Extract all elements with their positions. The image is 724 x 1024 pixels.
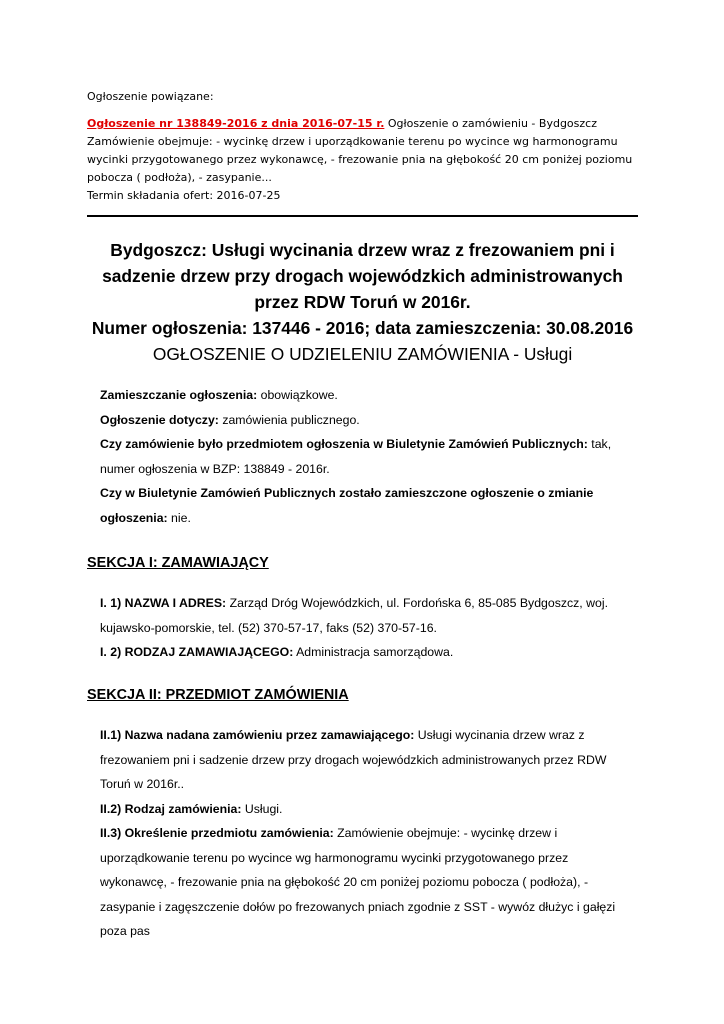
meta-item [100,383,636,408]
field-label: II.2) Rodzaj zamówienia: [100,801,242,816]
section2-body [100,723,638,944]
field-item [100,821,638,944]
section1-body [100,591,638,665]
meta-item [100,432,636,481]
related-deadline: Termin składania ofert: 2016-07-25 [87,189,281,202]
title-line: Bydgoszcz: Usługi wycinania drzew wraz z frezowaniem pni i [110,240,615,260]
meta-value: zamówienia publicznego. [218,412,360,427]
section-heading: SEKCJA II: PRZEDMIOT ZAMÓWIENIA [87,687,349,703]
notice-type-caps: OGŁOSZENIE O UDZIELENIU ZAMÓWIENIA [152,344,509,364]
section-heading: SEKCJA I: ZAMAWIAJĄCY [87,555,269,571]
meta-label: Ogłoszenie dotyczy: [100,412,219,427]
field-label: I. 2) RODZAJ ZAMAWIAJĄCEGO: [100,645,294,659]
field-item [100,591,638,640]
meta-value: tak, numer ogłoszenia w BZP: 138849 - 2016r. [100,437,612,476]
field-value: Zamówienie obejmuje: - wycinkę drzew i uporządkowanie terenu po wycince wg harmonogramu wycinki przygotowanego przez wykonawcę, - frezowanie pnia na głębokość 20 cm poniżej poziomu pobocza ( podłoża), - zasypanie i zagęszczenie dołów po frezowanych pniach zgodnie z SST - wywóz dłużyc i gałęzi poza pas [100,826,616,938]
field-label: II.1) Nazwa nadana zamówieniu przez zamawiającego: [100,728,415,742]
title-line: przez RDW Toruń w 2016r. [254,292,471,312]
notice-number: Numer ogłoszenia: 137446 - 2016; data zamieszczenia: 30.08.2016 [91,318,634,338]
field-item [100,640,638,665]
meta-label: Zamieszczanie ogłoszenia: [100,388,258,402]
field-value: Administracja samorządowa. [293,645,454,659]
meta-label: Czy zamówienie było przedmiotem ogłoszenia w Biuletynie Zamówień Publicznych: [100,437,588,451]
meta-value: nie. [167,510,191,525]
meta-item [100,408,636,433]
field-item [100,723,638,797]
field-label: I. 1) NAZWA I ADRES: [100,596,227,610]
related-notice-link[interactable]: Ogłoszenie nr 138849-2016 z dnia 2016-07-15 r. [87,117,385,130]
meta-label: Czy w Biuletynie Zamówień Publicznych zostało zamieszczone ogłoszenie o zmianie ogłoszenia: [100,486,594,525]
page-title [87,237,638,367]
notice-type [87,341,638,367]
notice-type-rest: - Usługi [508,344,573,364]
field-value: Zarząd Dróg Wojewódzkich, ul. Fordońska 6, 85-085 Bydgoszcz, woj. kujawsko-pomorskie, tel. (52) 370-57-17, faks (52) 370-57-16. [100,596,609,635]
title-line: sadzenie drzew przy drogach wojewódzkich administrowanych [102,266,623,286]
related-summary [87,115,647,187]
divider [87,215,638,217]
notice-meta [100,383,636,530]
meta-value: obowiązkowe. [257,388,338,402]
related-description: Ogłoszenie o zamówieniu - Bydgoszcz Zamówienie obejmuje: - wycinkę drzew i uporządkowanie terenu po wycince wg harmonogramu wycinki przygotowanego przez wykonawcę, - frezowanie pnia na głębokość 20 cm poniżej poziomu pobocza ( podłoża), - zasypanie... [87,117,633,184]
meta-item [100,481,636,530]
field-item [100,797,638,822]
field-value: Usługi wycinania drzew wraz z frezowaniem pni i sadzenie drzew przy drogach wojewódzkich administrowanych przez RDW Toruń w 2016r.. [100,728,607,791]
related-notice [87,88,647,205]
related-label: Ogłoszenie powiązane: [87,90,214,103]
field-label: II.3) Określenie przedmiotu zamówienia: [100,826,334,840]
field-value: Usługi. [241,801,283,816]
